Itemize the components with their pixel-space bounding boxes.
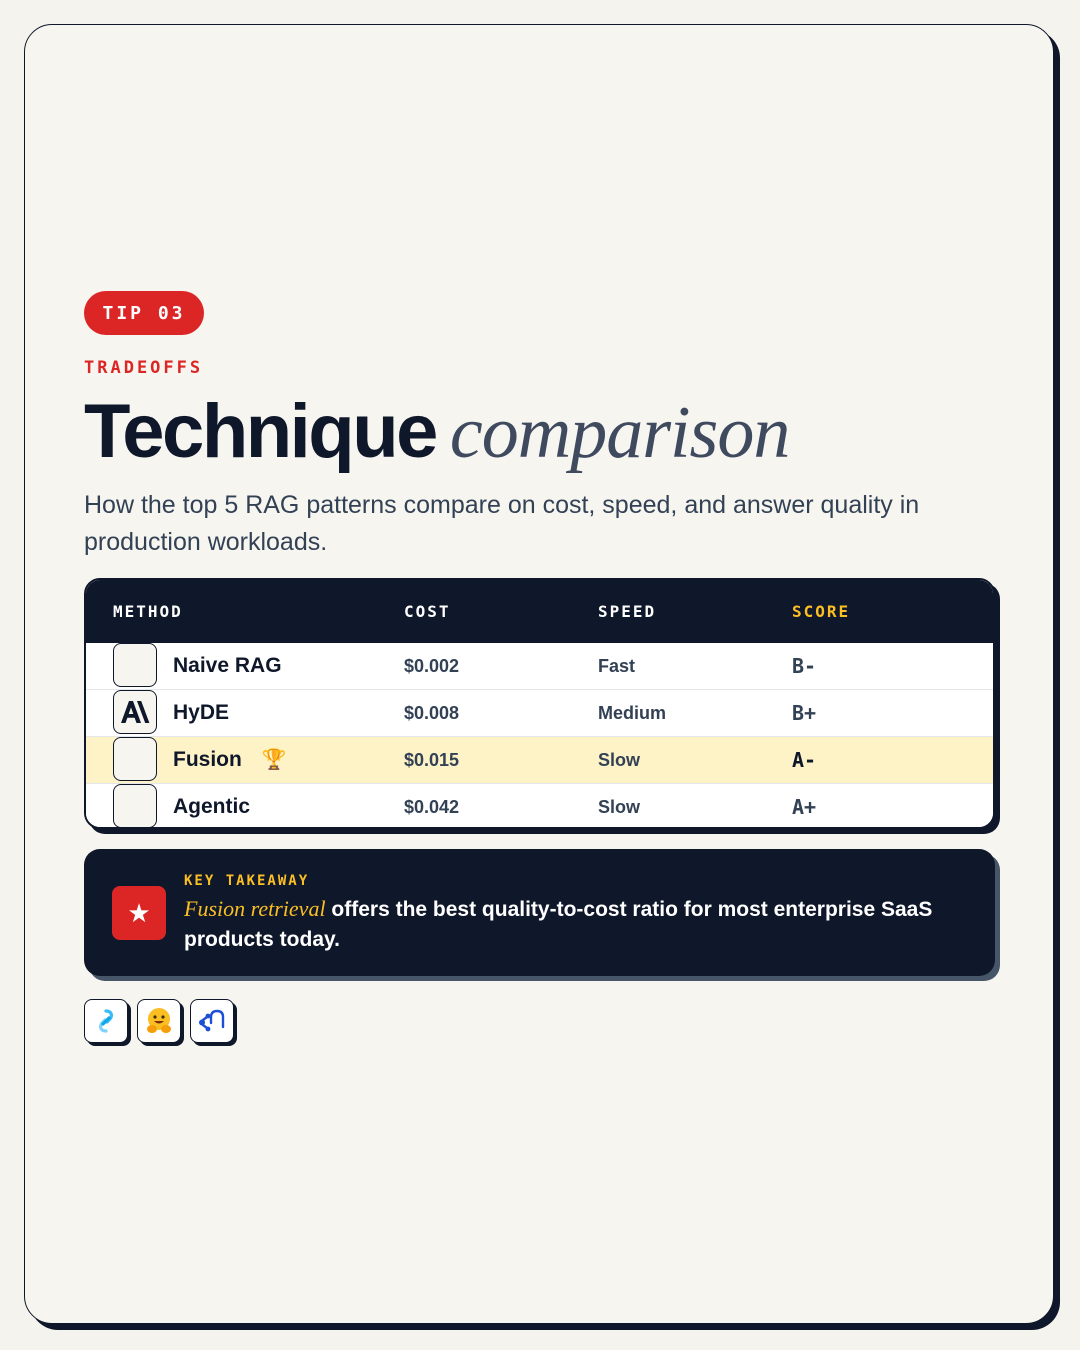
blank-icon xyxy=(113,737,157,781)
table-header xyxy=(86,580,993,643)
subtitle: How the top 5 RAG patterns compare on cost, speed, and answer quality in production workloads. xyxy=(84,491,920,556)
blank-icon xyxy=(113,643,157,687)
tip-badge xyxy=(84,291,204,335)
cost-value: $0.002 xyxy=(404,656,460,676)
header-speed: SPEED xyxy=(598,602,657,621)
takeaway-text xyxy=(184,894,974,955)
method-name: Naive RAG xyxy=(173,654,282,677)
table-row-highlighted xyxy=(86,737,993,784)
cost-value: $0.008 xyxy=(404,703,460,723)
eyebrow-label: TRADEOFFS xyxy=(84,358,204,378)
blank-icon xyxy=(113,784,157,828)
score-value: A+ xyxy=(792,795,817,819)
chain-link-icon[interactable] xyxy=(84,999,128,1043)
cost-value: $0.042 xyxy=(404,797,460,817)
header-method: METHOD xyxy=(113,602,183,621)
trophy-icon: 🏆 xyxy=(261,749,287,771)
score-value: A- xyxy=(792,748,817,772)
table-row xyxy=(86,784,993,829)
method-name: HyDE xyxy=(173,701,230,724)
speed-value: Slow xyxy=(598,750,641,770)
method-name-cell xyxy=(173,737,287,783)
score-value: B+ xyxy=(792,701,817,725)
comparison-table xyxy=(84,578,995,829)
graph-node-icon[interactable] xyxy=(190,999,234,1043)
table-row xyxy=(86,690,993,737)
method-name: Fusion xyxy=(173,748,242,771)
anthropic-logo-icon-svg xyxy=(120,700,150,724)
logo-row xyxy=(84,999,234,1043)
title-strong: Technique xyxy=(84,389,436,474)
method-name: Agentic xyxy=(173,795,251,818)
star-icon: ★ xyxy=(112,886,166,940)
speed-value: Fast xyxy=(598,656,636,676)
key-takeaway-panel xyxy=(84,849,995,976)
tip-badge-label: TIP 03 xyxy=(102,302,186,324)
hugging-face-icon[interactable] xyxy=(137,999,181,1043)
takeaway-emphasis: Fusion retrieval xyxy=(184,896,326,921)
speed-value: Slow xyxy=(598,797,641,817)
title-emphasis: comparison xyxy=(449,392,790,474)
page-title xyxy=(84,388,789,497)
anthropic-logo-icon xyxy=(113,690,157,734)
speed-value: Medium xyxy=(598,703,667,723)
chain-link-icon-svg xyxy=(92,1007,120,1035)
graph-node-icon-svg xyxy=(197,1007,227,1035)
header-cost: COST xyxy=(404,602,451,621)
header-score: SCORE xyxy=(792,602,851,621)
score-value: B- xyxy=(792,654,817,678)
table-row xyxy=(86,643,993,690)
cost-value: $0.015 xyxy=(404,750,460,770)
takeaway-label: KEY TAKEAWAY xyxy=(184,873,310,889)
hugging-face-icon-svg xyxy=(144,1006,174,1036)
takeaway-body: offers the best quality-to-cost ratio for most enterprise SaaS products today. xyxy=(184,898,933,951)
